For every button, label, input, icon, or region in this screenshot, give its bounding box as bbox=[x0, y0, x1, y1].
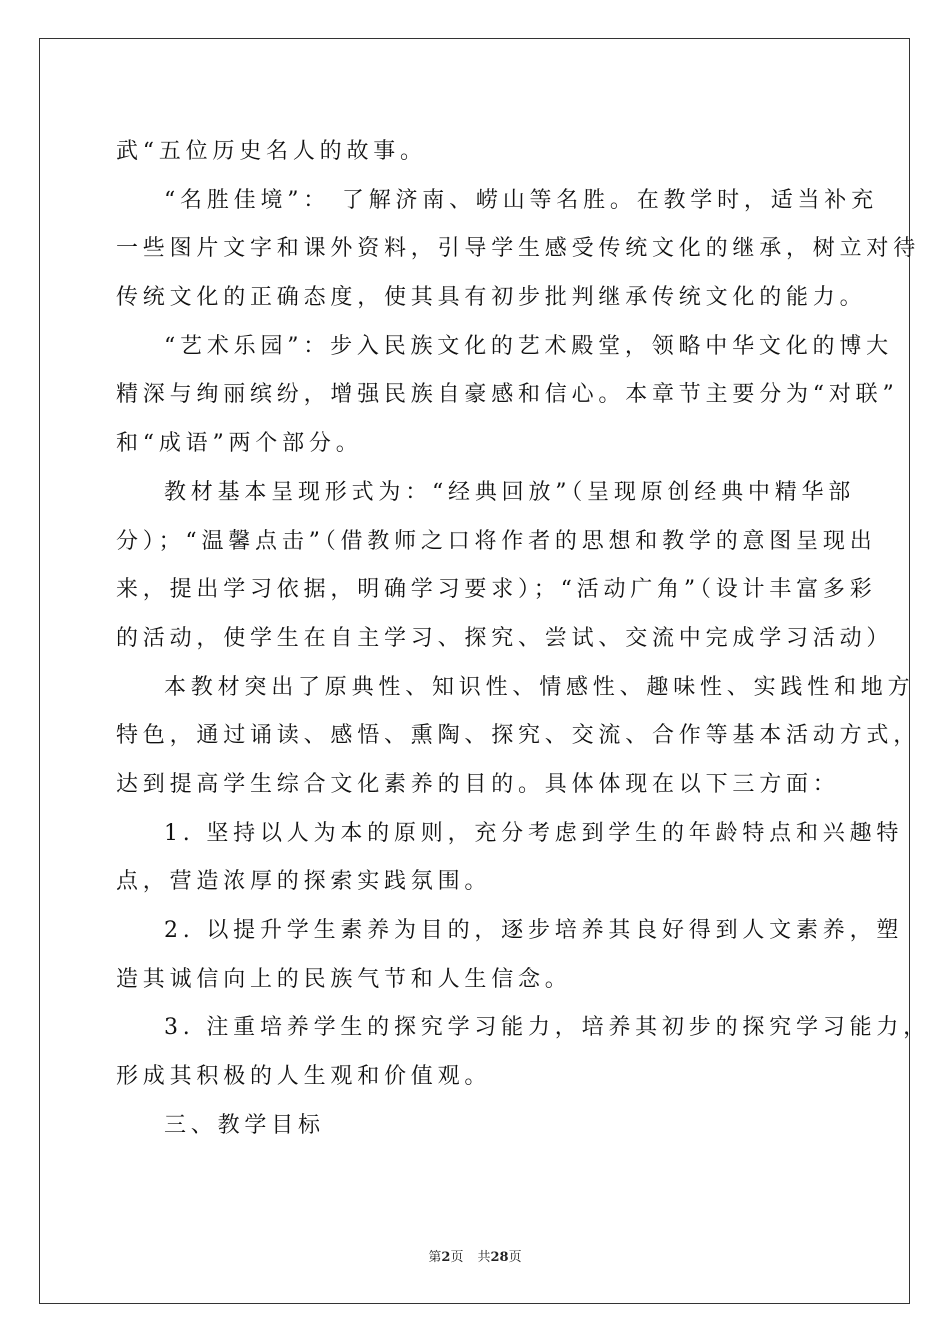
text-line: 来，提出学习依据，明确学习要求）；“活动广角”（设计丰富多彩 bbox=[116, 577, 877, 603]
page-footer bbox=[0, 1246, 950, 1265]
text-line: 分）；“温馨点击”（借教师之口将作者的思想和教学的意图呈现出 bbox=[116, 528, 877, 554]
text-line: “艺术乐园”：步入民族文化的艺术殿堂，领略中华文化的博大 bbox=[164, 333, 893, 359]
total-prefix: 共 bbox=[477, 1250, 491, 1265]
text-line: “名胜佳境”： 了解济南、崂山等名胜。在教学时，适当补充 bbox=[164, 187, 878, 213]
document-body bbox=[116, 128, 930, 1150]
text-line: 和“成语”两个部分。 bbox=[116, 431, 363, 457]
text-line: 达到提高学生综合文化素养的目的。具体体现在以下三方面： bbox=[116, 771, 840, 797]
text-line: 造其诚信向上的民族气节和人生信念。 bbox=[116, 966, 572, 992]
text-line: 精深与绚丽缤纷，增强民族自豪感和信心。本章节主要分为“对联” bbox=[116, 382, 899, 408]
text-line: 形成其积极的人生观和价值观。 bbox=[116, 1064, 492, 1090]
section-heading: 三、教学目标 bbox=[164, 1112, 325, 1138]
page-prefix: 第 bbox=[428, 1250, 442, 1265]
page-suffix: 页 bbox=[450, 1250, 464, 1265]
text-line: 点，营造浓厚的探索实践氛围。 bbox=[116, 869, 492, 895]
text-line: 传统文化的正确态度，使其具有初步批判继承传统文化的能力。 bbox=[116, 285, 867, 311]
total-pages: 28 bbox=[490, 1250, 509, 1265]
text-line: 武“五位历史名人的故事。 bbox=[116, 139, 427, 164]
total-suffix: 页 bbox=[508, 1250, 522, 1265]
text-line: 的活动，使学生在自主学习、探究、尝试、交流中完成学习活动） bbox=[116, 625, 894, 651]
list-item-2: 2. 以提升学生素养为目的，逐步培养其良好得到人文素养，塑 bbox=[164, 918, 904, 943]
text-line: 特色，通过诵读、感悟、熏陶、探究、交流、合作等基本活动方式， bbox=[116, 723, 921, 749]
list-item-1: 1. 坚持以人为本的原则，充分考虑到学生的年龄特点和兴趣特 bbox=[164, 820, 904, 846]
text-line: 本教材突出了原典性、知识性、情感性、趣味性、实践性和地方 bbox=[164, 674, 915, 700]
text-line: 一些图片文字和课外资料，引导学生感受传统文化的继承，树立对待 bbox=[116, 236, 921, 262]
text-line: 教材基本呈现形式为：“经典回放”（呈现原创经典中精华部 bbox=[164, 479, 856, 505]
page-number: 2 bbox=[441, 1250, 451, 1265]
list-item-3: 3. 注重培养学生的探究学习能力，培养其初步的探究学习能力， bbox=[164, 1015, 930, 1041]
